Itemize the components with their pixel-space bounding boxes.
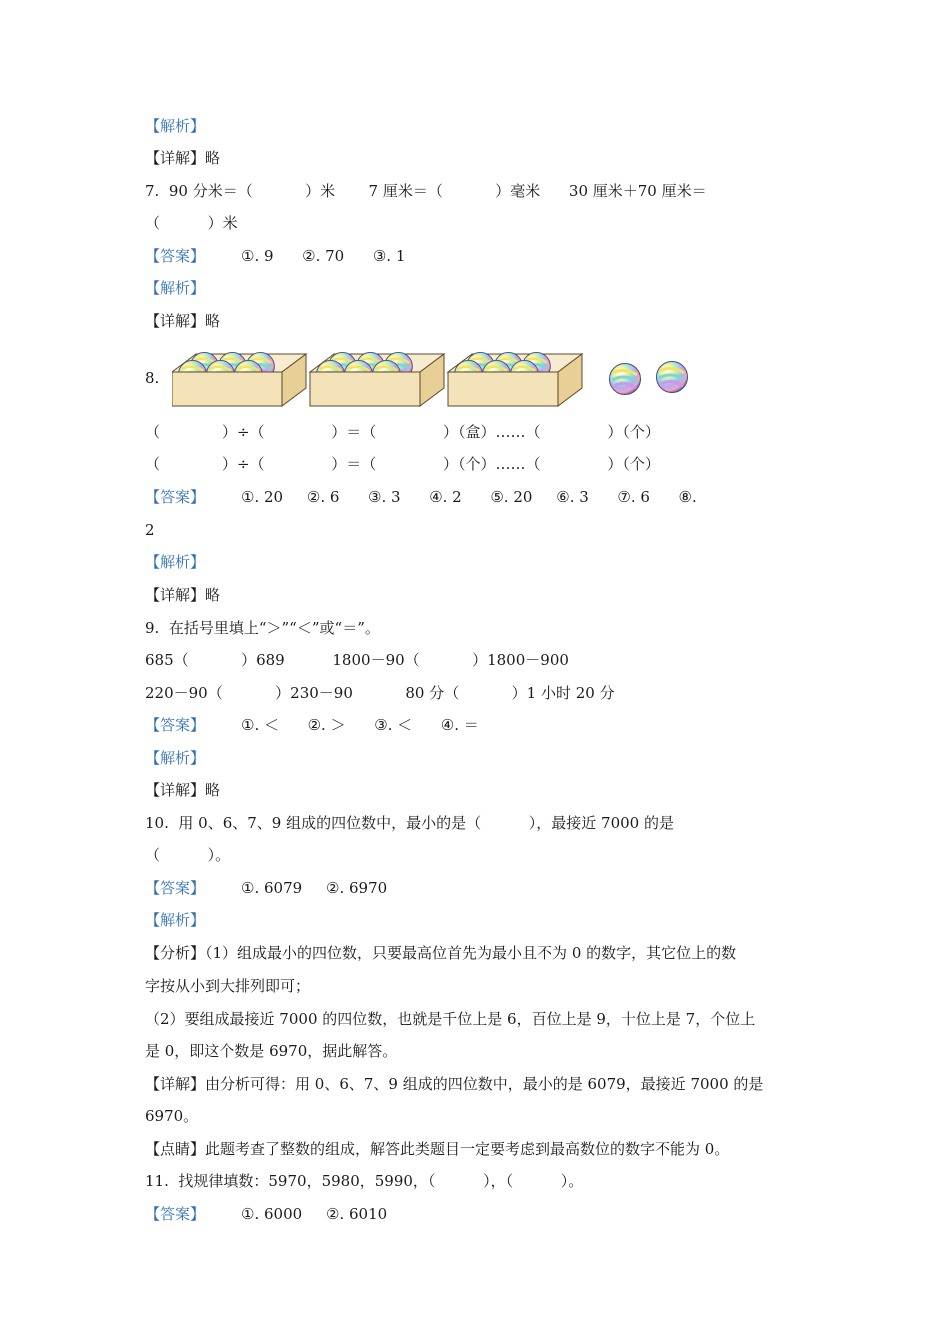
- loose-ball-2: [657, 362, 688, 393]
- q11-line1: 11. 找规律填数：5970，5980，5990，（ ），（ ）。: [145, 1172, 584, 1190]
- q9-line1: 9. 在括号里填上“＞”“＜”或“＝”。: [145, 619, 380, 637]
- q10-xiangjie-row: [145, 1074, 763, 1094]
- q10-fenxi-text1: （1）组成最小的四位数，只要最高位首先为最小且不为 0 的数字，其它位上的数: [205, 944, 737, 962]
- q11-answer-row: [145, 1204, 387, 1224]
- q10-xiangjie-text1: 由分析可得：用 0、6、7、9 组成的四位数中，最小的是 6079，最接近 7000 的是: [205, 1075, 764, 1093]
- q8-line1: （ ）÷（ ）＝（ ）（盒）……（ ）（个）: [145, 423, 660, 441]
- q9-answer-row: [145, 715, 479, 735]
- q7-xiangjie-row: [145, 311, 220, 331]
- q10-dianjing-text: 此题考查了整数的组成，解答此类题目一定要考虑到最高数位的数字不能为 0。: [205, 1140, 730, 1158]
- q11-answer: ①. 6000 ②. 6010: [241, 1205, 388, 1223]
- q9-line2: 685（ ）689 1800－90（ ）1800－900: [145, 651, 569, 669]
- q10-jiexi-tag: 【解析】: [145, 911, 206, 929]
- q8-jiexi-tag: 【解析】: [145, 553, 206, 571]
- q10-xiangjie-text2: 6970。: [145, 1107, 199, 1125]
- q8-xiangjie-text: 略: [205, 586, 221, 604]
- q9-xiangjie-text: 略: [205, 781, 221, 799]
- q10-answer-row: [145, 878, 387, 898]
- q7-xiangjie-text: 略: [205, 312, 221, 330]
- q9-answer: ①. ＜ ②. ＞ ③. ＜ ④. ＝: [241, 716, 479, 734]
- q9-xiangjie-tag: 【详解】: [145, 781, 206, 799]
- q8-answer: ①. 20 ②. 6 ③. 3 ④. 2 ⑤. 20 ⑥. 3 ⑦. 6 ⑧.: [241, 488, 697, 506]
- q11-answer-tag: 【答案】: [145, 1205, 206, 1223]
- q10-dianjing-tag: 【点睛】: [145, 1140, 206, 1158]
- ball-box-2: [310, 352, 444, 406]
- q10-fenxi-text3: （2）要组成最接近 7000 的四位数，也就是千位上是 6，百位上是 9，十位上是 7，个位上: [145, 1010, 756, 1028]
- q7-line2: （ ）米: [145, 214, 238, 232]
- loose-ball-1: [610, 364, 641, 395]
- q9-xiangjie-row: [145, 780, 220, 800]
- ball-box-3: [448, 352, 582, 406]
- q7-jiexi-tag: 【解析】: [145, 279, 206, 297]
- q8-answer-tag: 【答案】: [145, 488, 206, 506]
- xiangjie-text-6: 略: [205, 149, 221, 167]
- q8-figure: [172, 350, 702, 410]
- q7-xiangjie-tag: 【详解】: [145, 312, 206, 330]
- q10-line1: 10. 用 0、6、7、9 组成的四位数中，最小的是（ ），最接近 7000 的是: [145, 814, 674, 832]
- q7-line1: 7. 90 分米＝（ ）米 7 厘米＝（ ）毫米 30 厘米＋70 厘米＝: [145, 182, 707, 200]
- q10-fenxi-row1: [145, 943, 736, 963]
- jiexi-tag-6: 【解析】: [145, 117, 206, 135]
- q8-number: 8.: [145, 369, 160, 387]
- q8-xiangjie-row: [145, 585, 220, 605]
- q10-fenxi-tag: 【分析】: [145, 944, 206, 962]
- q7-answer-tag: 【答案】: [145, 247, 206, 265]
- q10-fenxi-text2: 字按从小到大排列即可；: [145, 977, 311, 995]
- q7-answer: ①. 9 ②. 70 ③. 1: [241, 247, 406, 265]
- q7-answer-row: [145, 246, 405, 266]
- q10-answer-tag: 【答案】: [145, 879, 206, 897]
- q10-line2: （ ）。: [145, 846, 231, 864]
- q8-answer-row: [145, 487, 697, 507]
- q8-answer-cont: 2: [145, 521, 155, 539]
- xiangjie-row-6: [145, 148, 220, 168]
- q10-answer: ①. 6079 ②. 6970: [241, 879, 388, 897]
- xiangjie-tag-6: 【详解】: [145, 149, 206, 167]
- ball-box-1: [172, 352, 306, 406]
- q10-xiangjie-tag: 【详解】: [145, 1075, 206, 1093]
- q10-dianjing-row: [145, 1139, 729, 1159]
- q8-xiangjie-tag: 【详解】: [145, 586, 206, 604]
- q9-answer-tag: 【答案】: [145, 716, 206, 734]
- q8-line2: （ ）÷（ ）＝（ ）（个）……（ ）（个）: [145, 455, 660, 473]
- q9-line3: 220－90（ ）230－90 80 分（ ）1 小时 20 分: [145, 684, 615, 702]
- q9-jiexi-tag: 【解析】: [145, 749, 206, 767]
- q10-fenxi-text4: 是 0，即这个数是 6970，据此解答。: [145, 1042, 398, 1060]
